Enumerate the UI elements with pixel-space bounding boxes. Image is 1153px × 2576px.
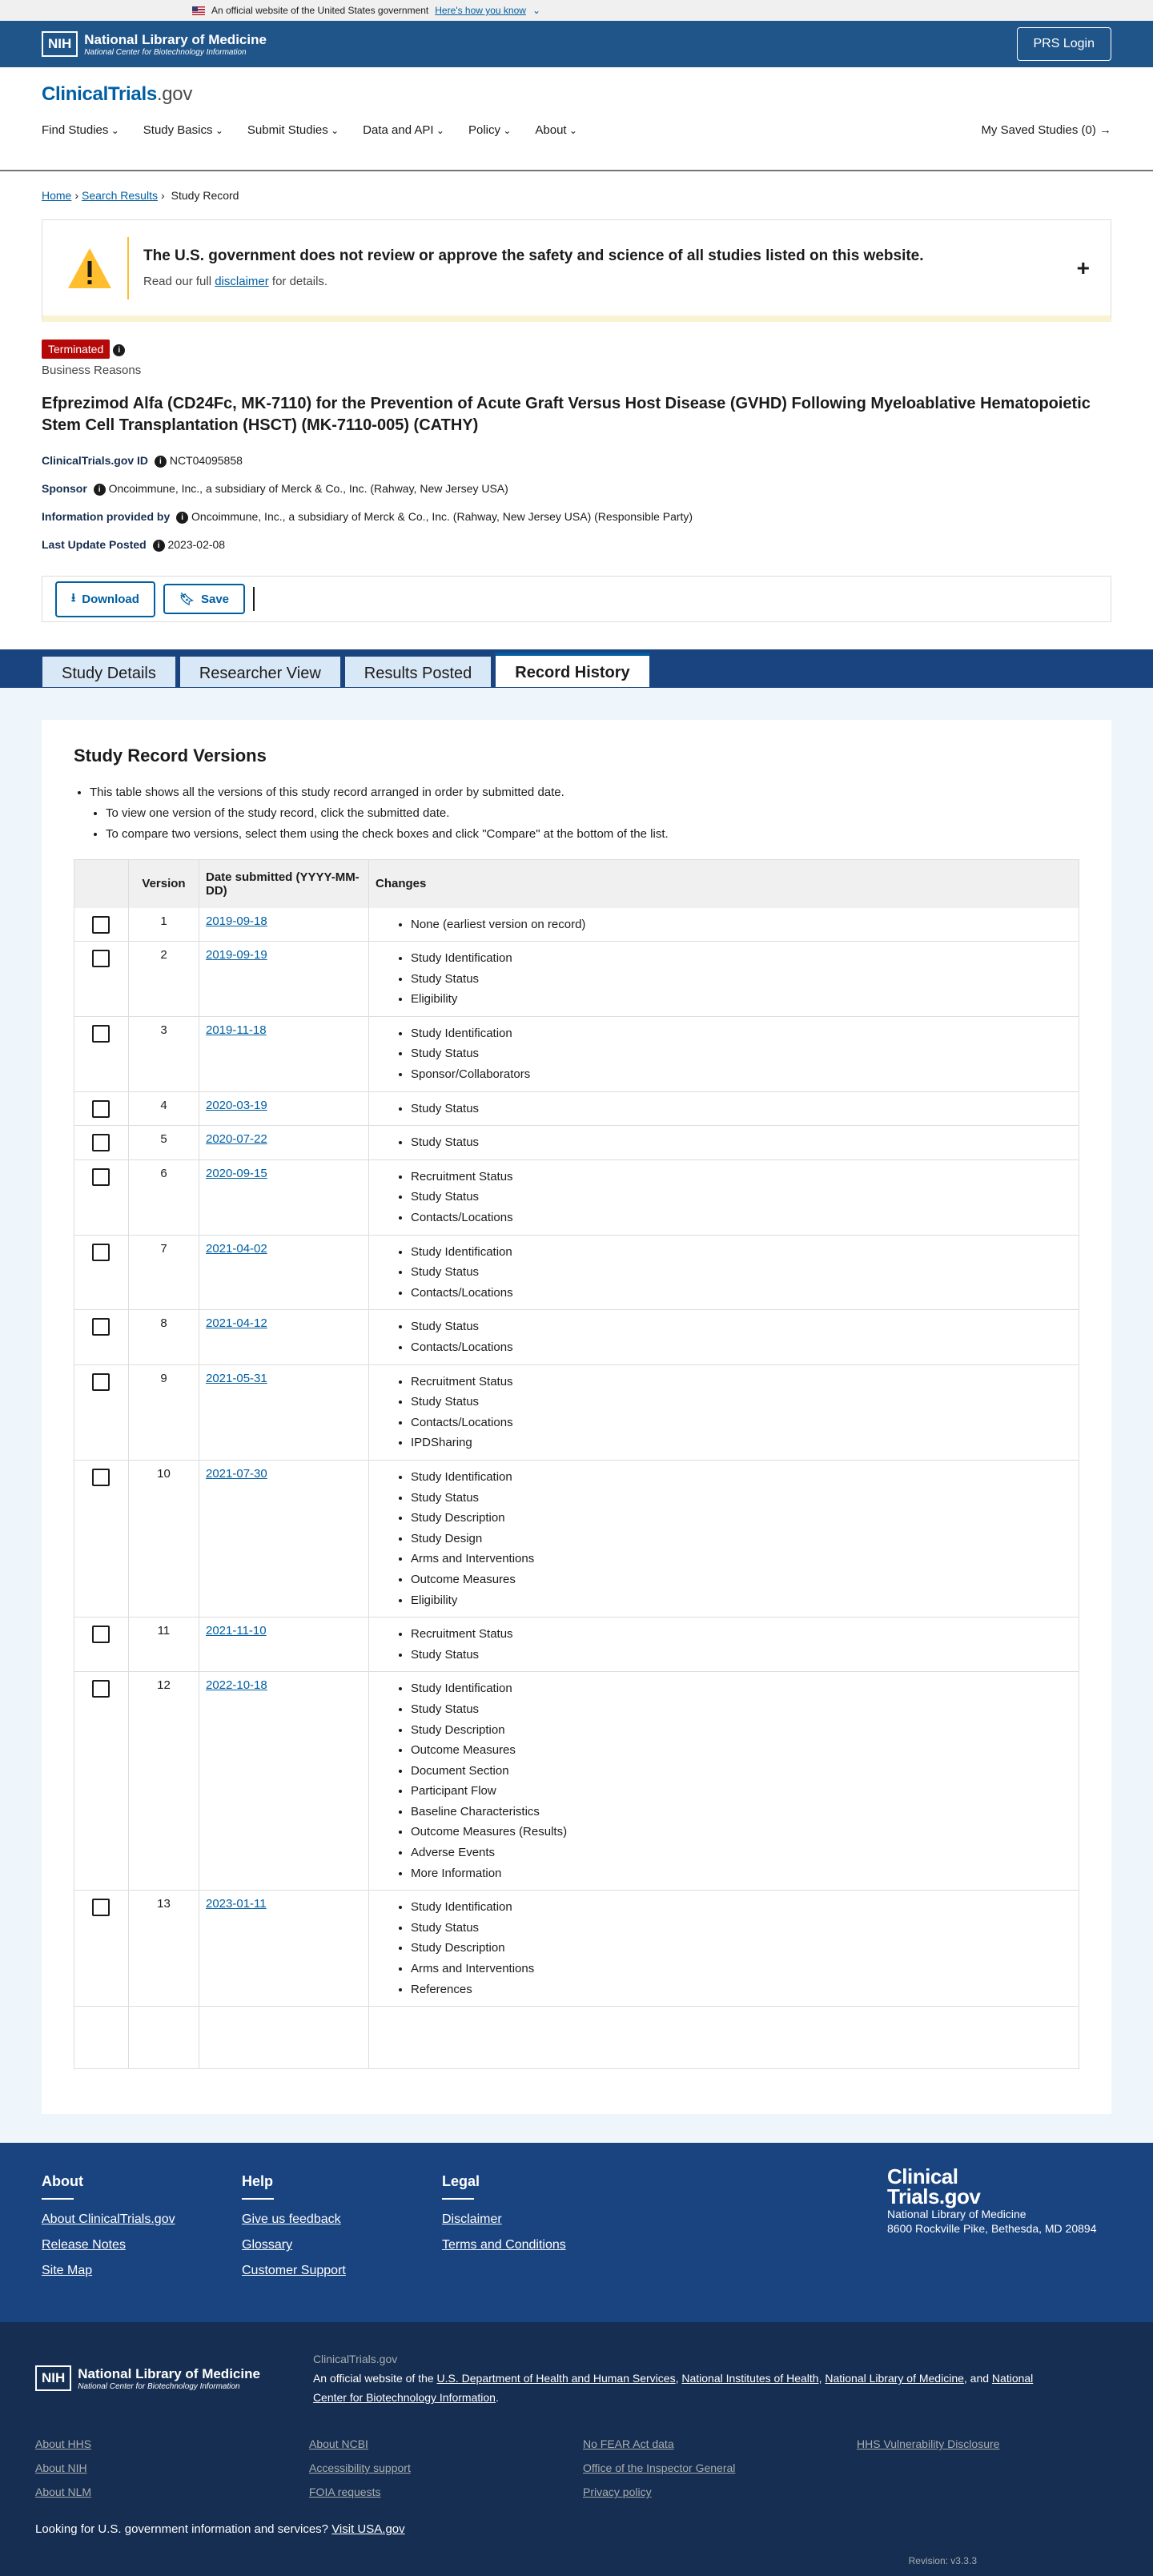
prs-login-button[interactable]: PRS Login	[1017, 27, 1112, 61]
change-item: • Arms and Interventions	[411, 1549, 1072, 1569]
nlm-name: National Library of Medicine	[84, 31, 267, 47]
version-number: 9	[129, 1364, 199, 1460]
version-number: 3	[129, 1016, 199, 1091]
change-item: • Study Status	[411, 1392, 1072, 1413]
chevron-down-icon: ⌄	[532, 5, 541, 16]
change-item: • Study Status	[411, 1262, 1072, 1283]
footer-link[interactable]: HHS Vulnerability Disclosure	[857, 2437, 1000, 2451]
footer-link[interactable]: About NCBI	[309, 2437, 368, 2451]
status-reason: Business Reasons	[42, 364, 142, 377]
change-item: • Recruitment Status	[411, 1624, 1072, 1645]
table-row	[74, 1618, 1079, 1672]
footer-legal-heading: Legal	[442, 2173, 480, 2190]
nih-logo-icon: NIH	[35, 2365, 71, 2391]
footer-link[interactable]: Site Map	[42, 2264, 93, 2278]
nav-find-studies[interactable]: Find Studies ⌄	[42, 123, 119, 137]
change-item: • Participant Flow	[411, 1781, 1072, 1802]
download-button[interactable]: ⭳ Download	[55, 581, 155, 617]
change-item: • Study Description	[411, 1938, 1072, 1959]
table-row	[74, 1460, 1079, 1617]
change-item: • Contacts/Locations	[411, 1208, 1072, 1228]
change-item: • Study Identification	[411, 948, 1072, 969]
change-item: • IPDSharing	[411, 1433, 1072, 1453]
table-row	[74, 1310, 1079, 1364]
warning-icon	[66, 245, 113, 291]
compare-checkbox[interactable]	[92, 1318, 110, 1336]
meta-id: ClinicalTrials.gov ID i NCT04095858	[42, 454, 243, 467]
footer-ctg: ClinicalTrials.gov	[312, 2353, 398, 2366]
ct-logo[interactable]: ClinicalTrials.gov	[42, 83, 193, 105]
compare-checkbox[interactable]	[92, 950, 110, 967]
change-item: • Study Identification	[411, 1678, 1072, 1699]
compare-checkbox[interactable]	[92, 1244, 110, 1261]
change-item: • Study Identification	[411, 1242, 1072, 1263]
version-number: 1	[129, 908, 199, 942]
compare-checkbox[interactable]	[92, 1100, 110, 1118]
version-date-link[interactable]: 2021-11-10	[206, 1624, 267, 1638]
compare-checkbox[interactable]	[92, 1626, 110, 1643]
version-date-link[interactable]: 2020-03-19	[206, 1098, 267, 1112]
versions-card	[42, 720, 1111, 2114]
gov-banner-text: An official website of the United States government	[211, 5, 429, 16]
change-item: • Outcome Measures	[411, 1740, 1072, 1761]
table-row	[74, 1159, 1079, 1235]
tab-study-details[interactable]: Study Details	[42, 656, 176, 688]
footer-brand: Clinical Trials.gov National Library of Medicine 8600 Rockville Pike, Bethesda, MD 20894	[887, 2164, 1097, 2236]
header-version: Version	[129, 860, 199, 908]
table-row	[74, 1235, 1079, 1310]
table-row	[74, 1126, 1079, 1160]
disclaimer-alert	[42, 219, 1111, 322]
hhs-link[interactable]: U.S. Department of Health and Human Services	[436, 2372, 676, 2385]
expand-icon[interactable]: +	[1076, 255, 1090, 280]
change-item: • Adverse Events	[411, 1843, 1072, 1863]
version-date-link[interactable]: 2021-05-31	[206, 1371, 267, 1385]
versions-title: Study Record Versions	[74, 745, 267, 766]
footer-link[interactable]: About ClinicalTrials.gov	[42, 2212, 175, 2227]
gov-banner	[0, 0, 1153, 21]
footer-logo: Clinical Trials.gov	[887, 2164, 981, 2209]
change-item: • Study Status	[411, 1488, 1072, 1509]
save-button[interactable]: 🔖︎ Save	[163, 584, 245, 614]
ct-header	[0, 67, 1153, 171]
change-item: • Study Status	[411, 1699, 1072, 1720]
version-number: 10	[129, 1460, 199, 1617]
version-date-link[interactable]: 2019-09-19	[206, 948, 267, 962]
compare-checkbox[interactable]	[92, 1899, 110, 1916]
footer-link[interactable]: Release Notes	[42, 2238, 126, 2252]
footer-about-heading: About	[42, 2173, 83, 2190]
main-nav	[42, 123, 1111, 137]
info-icon[interactable]: i	[113, 344, 125, 356]
footer-link[interactable]: Office of the Inspector General	[583, 2461, 736, 2475]
action-bar	[42, 576, 1111, 622]
footer-link[interactable]: Give us feedback	[242, 2212, 341, 2227]
version-number: 13	[129, 1891, 199, 2007]
change-item: • Study Status	[411, 1316, 1072, 1337]
change-item: • Outcome Measures (Results)	[411, 1822, 1072, 1843]
bookmark-icon: 🔖︎	[179, 593, 195, 606]
compare-checkbox[interactable]	[92, 1134, 110, 1151]
version-date-link[interactable]: 2020-09-15	[206, 1166, 267, 1180]
disclaimer-link[interactable]: disclaimer	[215, 275, 269, 288]
compare-checkbox[interactable]	[92, 916, 110, 934]
breadcrumb-search[interactable]: Search Results	[82, 189, 158, 202]
version-number: 5	[129, 1126, 199, 1160]
breadcrumb-home[interactable]: Home	[42, 189, 72, 202]
meta-info: Information provided by i Oncoimmune, Inc., a subsidiary of Merck & Co., Inc. (Rahway, New Jersey USA) (Responsible Party)	[42, 510, 693, 523]
version-number: 12	[129, 1672, 199, 1891]
change-item: • Arms and Interventions	[411, 1959, 1072, 1979]
heres-how-link[interactable]: Here's how you know	[435, 5, 526, 16]
change-item: • Sponsor/Collaborators	[411, 1064, 1072, 1085]
change-item: • Recruitment Status	[411, 1167, 1072, 1188]
versions-notes: • This table shows all the versions of this study record arranged in order by submitted date. • To view one version of the study record, click the submitted date. • To compare two versions, select them using the check boxes and click "Compare" at the bottom of the list.	[90, 782, 1079, 845]
version-date-link[interactable]: 2019-11-18	[206, 1023, 267, 1037]
footer-link[interactable]: No FEAR Act data	[583, 2437, 674, 2451]
nlm-sub: National Center for Biotechnology Information	[84, 47, 247, 57]
change-item: • Study Status	[411, 1099, 1072, 1119]
nav-study-basics[interactable]: Study Basics ⌄	[143, 123, 223, 137]
footer-link[interactable]: About NIH	[35, 2461, 87, 2475]
version-number: 11	[129, 1618, 199, 1672]
version-date-link[interactable]: 2021-07-30	[206, 1466, 267, 1481]
nav-about[interactable]: About ⌄	[535, 123, 577, 137]
tab-bar	[0, 649, 1153, 688]
alert-title: The U.S. government does not review or approve the safety and science of all studies listed on this website.	[143, 247, 924, 264]
nlm-logo[interactable]	[42, 31, 267, 57]
alert-text: Read our full disclaimer for details.	[143, 275, 328, 288]
change-item: • Document Section	[411, 1761, 1072, 1782]
version-number: 8	[129, 1310, 199, 1364]
change-item: • Study Identification	[411, 1023, 1072, 1044]
table-row	[74, 1891, 1079, 2007]
footer-link[interactable]: About NLM	[35, 2486, 92, 2499]
change-item: • Contacts/Locations	[411, 1413, 1072, 1433]
nav-policy[interactable]: Policy ⌄	[468, 123, 511, 137]
footer-link[interactable]: Glossary	[242, 2238, 293, 2252]
compare-checkbox[interactable]	[92, 1373, 110, 1391]
study-title: Efprezimod Alfa (CD24Fc, MK-7110) for the Prevention of Acute Graft Versus Host Disease (GVHD) Following Myeloablative Hematopoietic Stem Cell Transplantation (HSCT) (MK-7110-005) (CATHY)	[42, 395, 1091, 434]
footer-link[interactable]: About HHS	[35, 2437, 92, 2451]
breadcrumb: Home › Search Results › Study Record	[42, 189, 239, 202]
table-row	[74, 1091, 1079, 1126]
nlm-link[interactable]: National Library of Medicine	[825, 2372, 964, 2385]
change-item: • Eligibility	[411, 989, 1072, 1010]
version-number: 7	[129, 1235, 199, 1310]
meta-sponsor: Sponsor i Oncoimmune, Inc., a subsidiary of Merck & Co., Inc. (Rahway, New Jersey USA)	[42, 482, 508, 495]
version-date-link[interactable]: 2021-04-12	[206, 1316, 267, 1331]
footer-link[interactable]: Privacy policy	[583, 2486, 652, 2499]
change-item: • Outcome Measures	[411, 1569, 1072, 1590]
tab-record-history[interactable]: Record History	[495, 653, 649, 688]
version-date-link[interactable]: 2019-09-18	[206, 914, 267, 928]
ncbi-link[interactable]: National Center for Biotechnology Information	[312, 2372, 1034, 2405]
footer-link[interactable]: Disclaimer	[442, 2212, 502, 2227]
info-icon[interactable]: i	[155, 456, 167, 468]
change-item: • Study Status	[411, 1918, 1072, 1939]
tab-researcher-view[interactable]: Researcher View	[179, 656, 341, 688]
table-row	[74, 942, 1079, 1017]
footer-official: An official website of the U.S. Department of Health and Human Services, National Institutes of Health, National Library of Medicine, and National Center for Biotechnology Information.	[312, 2372, 1034, 2405]
version-number: 4	[129, 1091, 199, 1126]
footer-link[interactable]: Terms and Conditions	[442, 2238, 566, 2252]
version-date-link[interactable]: 2023-01-11	[206, 1897, 267, 1911]
nlm-header	[0, 21, 1153, 67]
change-item: • Study Description	[411, 1508, 1072, 1529]
footer-link[interactable]: Customer Support	[242, 2264, 346, 2278]
table-row	[74, 1016, 1079, 1091]
usa-gov-link[interactable]: Visit USA.gov	[331, 2522, 405, 2537]
change-item: • Study Identification	[411, 1467, 1072, 1488]
change-item: • Study Status	[411, 969, 1072, 990]
revision: Revision: v3.3.3	[908, 2555, 977, 2567]
info-icon[interactable]: i	[94, 484, 106, 496]
nih-logo-icon: NIH	[42, 31, 78, 57]
compare-checkbox[interactable]	[92, 1025, 110, 1043]
compare-checkbox[interactable]	[92, 1168, 110, 1186]
version-date-link[interactable]: 2020-07-22	[206, 1132, 267, 1147]
usa-gov: Looking for U.S. government information and services? Visit USA.gov	[35, 2522, 405, 2537]
footer	[0, 2143, 1153, 2322]
change-item: • Study Status	[411, 1132, 1072, 1153]
compare-checkbox[interactable]	[92, 1469, 110, 1486]
info-icon[interactable]: i	[176, 512, 188, 524]
footer-link[interactable]: Accessibility support	[309, 2461, 411, 2475]
change-item: • Baseline Characteristics	[411, 1802, 1072, 1822]
version-number: 6	[129, 1159, 199, 1235]
table-row	[74, 908, 1079, 942]
nav-submit-studies[interactable]: Submit Studies ⌄	[247, 123, 339, 137]
download-icon: ⭳	[71, 590, 76, 605]
change-item: • Study Description	[411, 1720, 1072, 1741]
change-item: • References	[411, 1979, 1072, 2000]
version-number: 2	[129, 942, 199, 1017]
compare-checkbox[interactable]	[92, 1680, 110, 1698]
breadcrumb-current: Study Record	[171, 189, 239, 202]
saved-studies-link[interactable]: My Saved Studies (0) →	[981, 123, 1111, 137]
version-date-link[interactable]: 2021-04-02	[206, 1241, 267, 1256]
nih-link[interactable]: National Institutes of Health	[681, 2372, 819, 2385]
change-item: • More Information	[411, 1863, 1072, 1884]
change-item: • Study Status	[411, 1043, 1072, 1064]
change-item: • Eligibility	[411, 1590, 1072, 1611]
change-item: • Study Design	[411, 1529, 1072, 1549]
version-date-link[interactable]: 2022-10-18	[206, 1678, 267, 1693]
footer-link[interactable]	[857, 2486, 1131, 2498]
tab-results-posted[interactable]: Results Posted	[344, 656, 492, 688]
us-flag-icon	[192, 6, 205, 15]
table-row	[74, 1364, 1079, 1460]
change-item: • Study Status	[411, 1645, 1072, 1666]
change-item: • Study Status	[411, 1187, 1072, 1208]
change-item: • None (earliest version on record)	[411, 914, 1072, 935]
footer-link[interactable]: FOIA requests	[309, 2486, 381, 2499]
change-item: • Contacts/Locations	[411, 1337, 1072, 1358]
nlm-footer-logo[interactable]: NIH National Library of Medicine National Center for Biotechnology Information	[35, 2349, 260, 2407]
footer-link[interactable]	[857, 2461, 1131, 2474]
info-icon[interactable]: i	[153, 540, 165, 552]
versions-table	[74, 859, 1079, 2069]
footer-help-heading: Help	[242, 2173, 274, 2190]
nav-data-api[interactable]: Data and API ⌄	[363, 123, 444, 137]
footer-nlm	[0, 2322, 1153, 2576]
table-row	[74, 1672, 1079, 1891]
change-item: • Contacts/Locations	[411, 1283, 1072, 1304]
status-badge: Terminated	[42, 340, 110, 359]
meta-update: Last Update Posted i 2023-02-08	[42, 538, 226, 551]
header-changes: Changes	[369, 860, 1079, 908]
header-date: Date submitted (YYYY-MM-DD)	[199, 860, 369, 908]
change-item: • Study Identification	[411, 1897, 1072, 1918]
change-item: • Recruitment Status	[411, 1372, 1072, 1392]
